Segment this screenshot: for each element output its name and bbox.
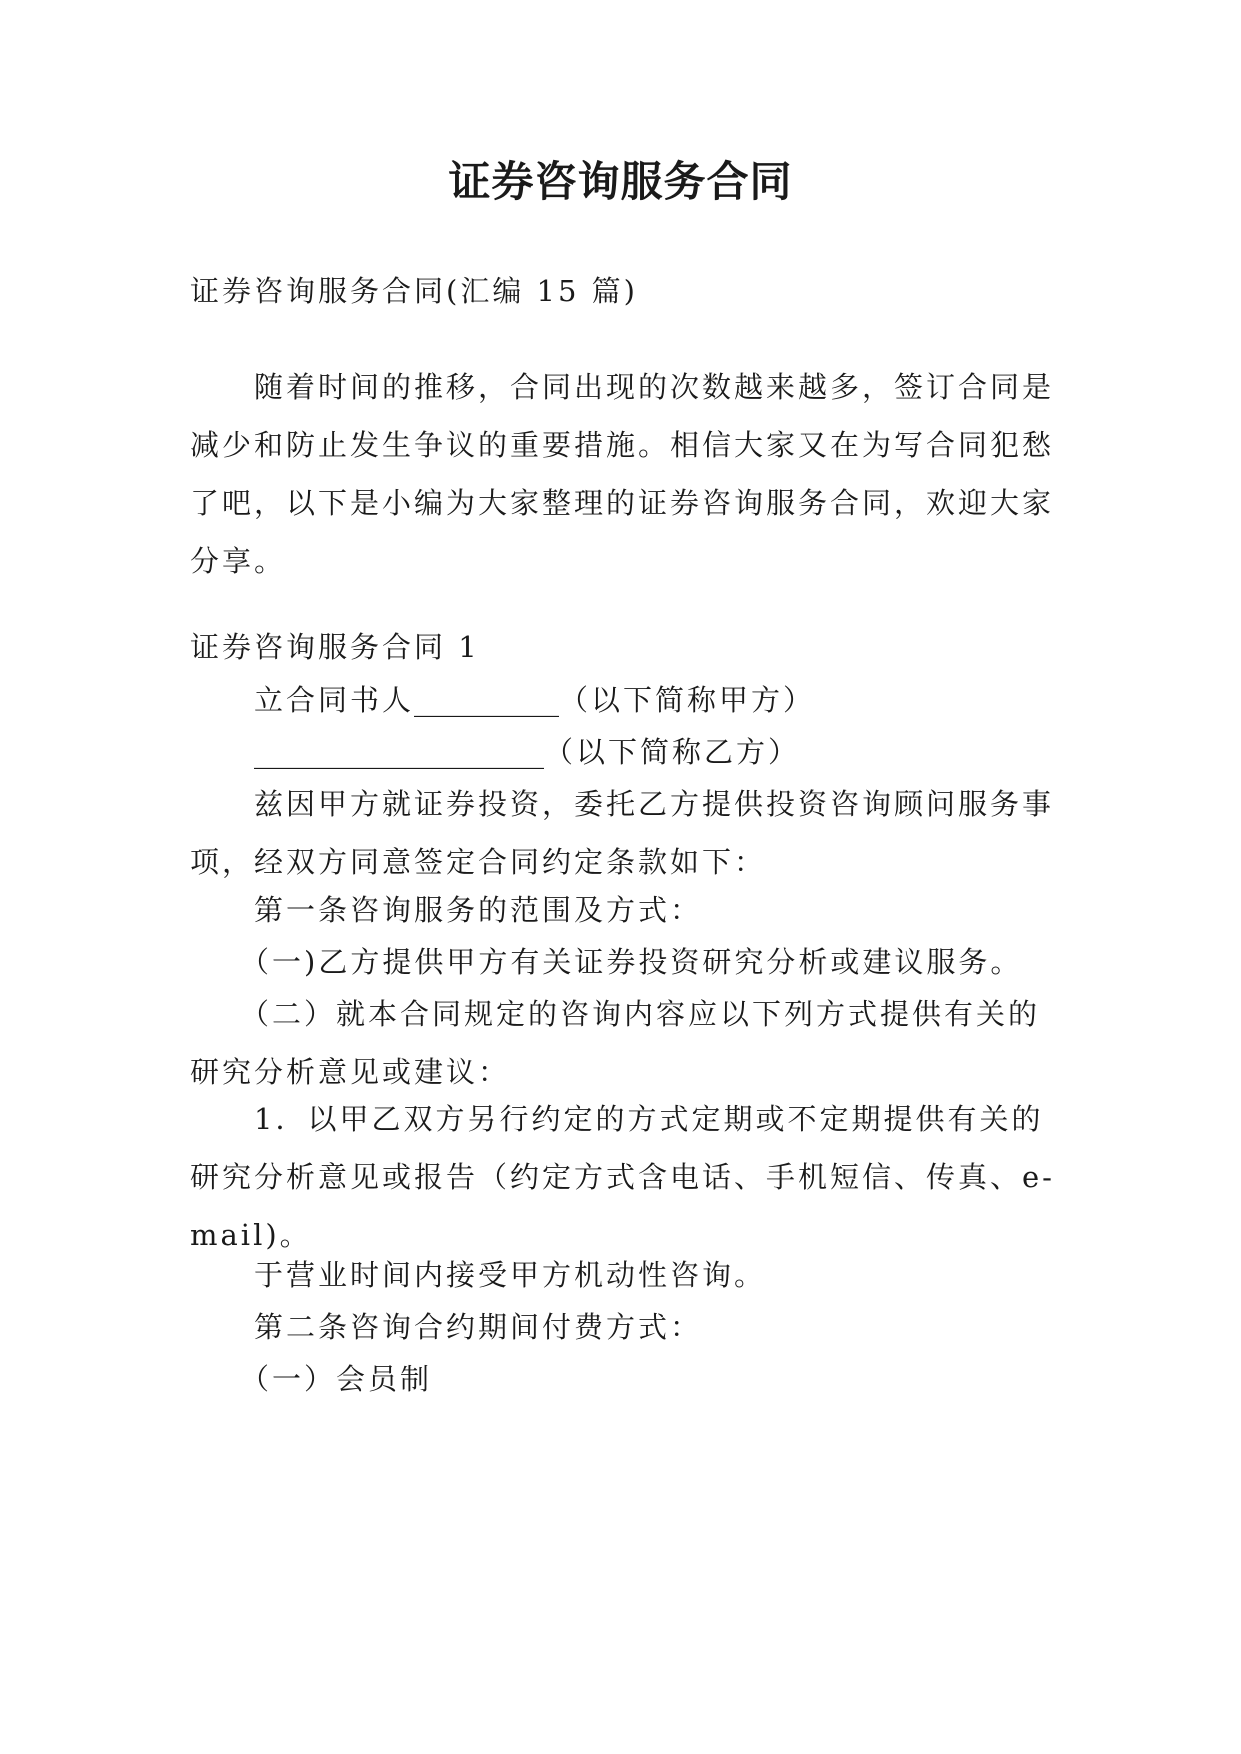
article2-title: 第二条咨询合约期间付费方式： <box>254 1310 703 1344</box>
party-b-suffix: （以下简称乙方） <box>544 735 801 769</box>
document-title: 证券咨询服务合同 <box>448 157 793 206</box>
article1-item2: （二）就本合同规定的咨询内容应以下列方式提供有关的研究分析意见或建议： <box>190 997 1041 1089</box>
party-a-suffix: （以下简称甲方） <box>559 683 816 717</box>
party-a-line <box>190 671 1058 729</box>
article1-item2-sub2: 于营业时间内接受甲方机动性咨询。 <box>254 1258 767 1292</box>
article1-title: 第一条咨询服务的范围及方式： <box>254 893 703 927</box>
section-heading: 证券咨询服务合同 1 <box>190 630 480 664</box>
party-b-line <box>190 723 1058 781</box>
party-a-prefix: 立合同书人 <box>254 683 415 717</box>
intro-paragraph: 随着时间的推移，合同出现的次数越来越多，签订合同是减少和防止发生争议的重要措施。相信大家又在为写合同犯愁了吧，以下是小编为大家整理的证券咨询服务合同，欢迎大家分享。 <box>190 370 1055 578</box>
article1-item2-sub1: 1．以甲乙双方另行约定的方式定期或不定期提供有关的研究分析意见或报告（约定方式含电话、手机短信、传真、e-mail)。 <box>190 1102 1055 1252</box>
document-subtitle: 证券咨询服务合同(汇编 15 篇) <box>190 274 638 308</box>
party-b-blank: ____________________ <box>254 735 544 769</box>
article2-item1: （一）会员制 <box>240 1362 433 1396</box>
party-a-blank: __________ <box>414 683 560 717</box>
preamble-paragraph: 兹因甲方就证券投资，委托乙方提供投资咨询顾问服务事项，经双方同意签定合同约定条款如下： <box>190 787 1055 879</box>
article1-item1: （一)乙方提供甲方有关证券投资研究分析或建议服务。 <box>240 945 1023 979</box>
